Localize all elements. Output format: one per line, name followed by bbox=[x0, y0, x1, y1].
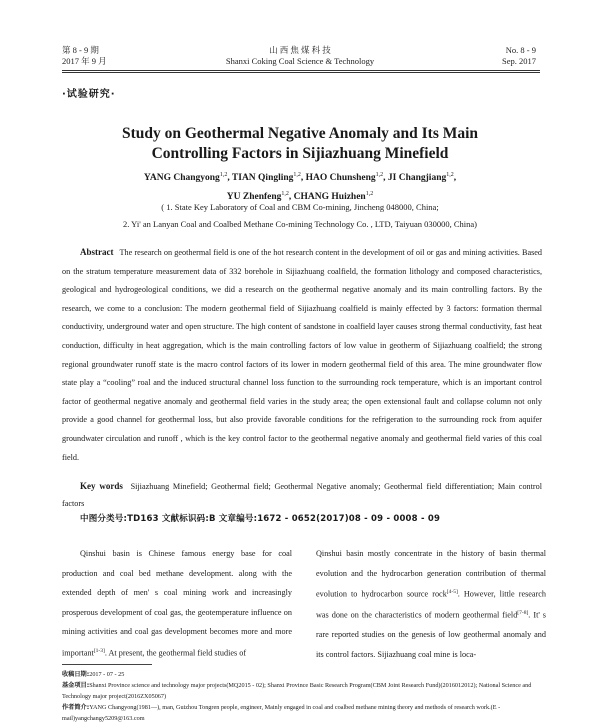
author-affil-sup: 1,2 bbox=[293, 172, 301, 178]
citation: [4-5] bbox=[446, 589, 458, 595]
author-name: YANG Changyong bbox=[143, 173, 220, 184]
body-left-text: Qinshui basin is Chinese famous energy base for coal production and coal bed methane development. along with the extended depth of men' s coal mining work and increasingly prosperous development of coal gas, the geotemperature influence on mining activities and coal gas development becomes more and more important bbox=[62, 549, 292, 658]
received-date: 2017 - 07 - 25 bbox=[89, 671, 125, 678]
citation: [1-3] bbox=[93, 647, 105, 654]
author-bio-label: 作者简介: bbox=[62, 704, 90, 711]
footnote-received bbox=[62, 669, 544, 680]
author-affil-sup: 1,2 bbox=[219, 172, 228, 178]
body-right-text-1: Qinshui basin mostly concentrate in the history of basin thermal evolution and the hydrocarbon generation contribution of thermal evolution to hydrocarbon source rock bbox=[316, 549, 546, 599]
affiliations bbox=[50, 199, 550, 233]
classification-line: 中图分类号:TD163 文献标识码:B 文章编号:1672 - 0652(2017)08 - 09 - 0008 - 09 bbox=[80, 514, 441, 524]
keywords-label: Key words bbox=[80, 481, 123, 491]
body-right-text-2: . However, little research was done on the characteristics of modern geothermal field bbox=[316, 589, 546, 620]
title-line-2: Controlling Factors in Sijiazhuang Minefield bbox=[151, 145, 449, 162]
abstract bbox=[62, 243, 542, 467]
author-name: TIAN Qingling bbox=[231, 173, 294, 184]
body-right-text-3: . It' s rare reported studies on the genesis of low geothermal anomaly and its control factors. Sijiazhuang coal mine is loca- bbox=[316, 610, 546, 659]
author-bio-text: YANG Changyong(1981—), man, Guizhou Tongren people, engineer, Mainly engaged in coal and coalbed methane mining theory and methods of research work.(E - mail)yangchangy5209@163.com bbox=[62, 704, 501, 722]
date-en: Sep. 2017 bbox=[502, 56, 536, 66]
section-tag: ·试验研究· bbox=[62, 89, 116, 100]
author-name: JI Changjiang bbox=[387, 173, 447, 184]
author-name: CHANG Huizhen bbox=[293, 192, 366, 203]
body-left-tail: . At present, the geothermal field studies of bbox=[104, 648, 247, 658]
received-label: 收稿日期: bbox=[62, 671, 90, 678]
keywords bbox=[62, 478, 542, 512]
body-column-right bbox=[316, 544, 546, 664]
author-name: HAO Chunsheng bbox=[305, 173, 376, 184]
author-affil-sup: 1,2 bbox=[281, 191, 289, 198]
abstract-label: Abstract bbox=[80, 247, 114, 257]
author-line-1: YANG Changyong$^{1,2}$, TIAN Qingling$^{1,2}$, HAO Chunsheng$^{1,2}$, JI Changjiang$^{1,2}$, bbox=[143, 172, 457, 184]
keywords-text: Sijiazhuang Minefield; Geothermal field; Geothermal Negative anomaly; Geothermal field differentiation; Main control factors bbox=[62, 482, 543, 508]
author-affil-sup: 1,2 bbox=[446, 172, 454, 178]
journal-en: Shanxi Coking Coal Science & Technology bbox=[225, 56, 375, 66]
journal-cn: 山 西 焦 煤 科 技 bbox=[269, 45, 331, 55]
fund-label: 基金项目: bbox=[62, 682, 90, 689]
abstract-text: The research on geothermal field is one of the hot research content in the development of oil or gas and mining activities. Based on the stratum temperature measurement data of 332 borehole in Sijiazhuang coalfield, the formation lithology and composed characteristics, geological and hydrogeological conditions, we did a research on the geothermal negative anomaly and its main controlling factors. By the research, we come to a conclusion: The modern geothermal field of Sijiazhuang coalfield is mainly effected by 3 factors: formation thermal conductivity, underground water and open structure. The high content of sandstone in coalfield layer causes strong thermal conductivity, fast heat conduction, difficulty in heat aggregation, which is the main controlling factors of low value in geotherm of Sijiazhuang coalfield; the strong regional groundwater runoff state is the macro control factors of its lower in modern geothermal field of this area. The mine groundwater flow state play a “cooling” roal and the induced structural channel loss function to the surrounding rock temperature, which is an important control factor of geothermal negative anomaly and geothermal field varies in the study area; the open extensional fault and collapse column not only provide a good channel for geothermal loss, but also provide favorable conditions for the refrigeration to the surrounding rock from aquifer groundwater circulation and runoff , which is the key control factor to the geothermal negative anomaly and geothermal field varies of this coal field. bbox=[62, 248, 542, 462]
footnote-fund bbox=[62, 680, 544, 702]
year-cn: 2017 年 9 月 bbox=[62, 56, 107, 66]
header-rule bbox=[62, 70, 540, 71]
paper-title bbox=[80, 124, 520, 164]
body-column-left bbox=[62, 544, 292, 663]
footnote-author bbox=[62, 702, 544, 724]
affiliation-1: ( 1. State Key Laboratory of Coal and CBM Co-mining, Jincheng 048000, China; bbox=[161, 202, 439, 212]
fund-text: Shanxi Province science and technology major projects(MQ2015 - 02); Shanxi Province Basic Research Program(CBM Joint Research Fund)(2016012012); National Science and Technology major project(2016ZX05067) bbox=[62, 682, 532, 700]
author-line-2: YU Zhenfeng$^{1,2}$, CHANG Huizhen$^{1,2}$ bbox=[226, 191, 374, 203]
affiliation-2: 2. Yi' an Lanyan Coal and Coalbed Methane Co-mining Technology Co. , LTD, Taiyuan 030000, China) bbox=[123, 219, 477, 229]
title-line-1: Study on Geothermal Negative Anomaly and Its Main bbox=[121, 125, 479, 142]
citation: [7-8] bbox=[517, 610, 529, 617]
footnotes bbox=[62, 669, 544, 724]
author-affil-sup: 1,2 bbox=[375, 172, 384, 178]
author-affil-sup: 1,2 bbox=[365, 191, 374, 198]
issue-en: No. 8 - 9 bbox=[505, 45, 536, 55]
header-rule-thin bbox=[62, 72, 540, 73]
running-header-right bbox=[502, 45, 536, 67]
issue-cn: 第 8 - 9 期 bbox=[62, 45, 99, 55]
footnote-rule bbox=[62, 664, 152, 665]
author-name: YU Zhenfeng bbox=[226, 192, 282, 203]
